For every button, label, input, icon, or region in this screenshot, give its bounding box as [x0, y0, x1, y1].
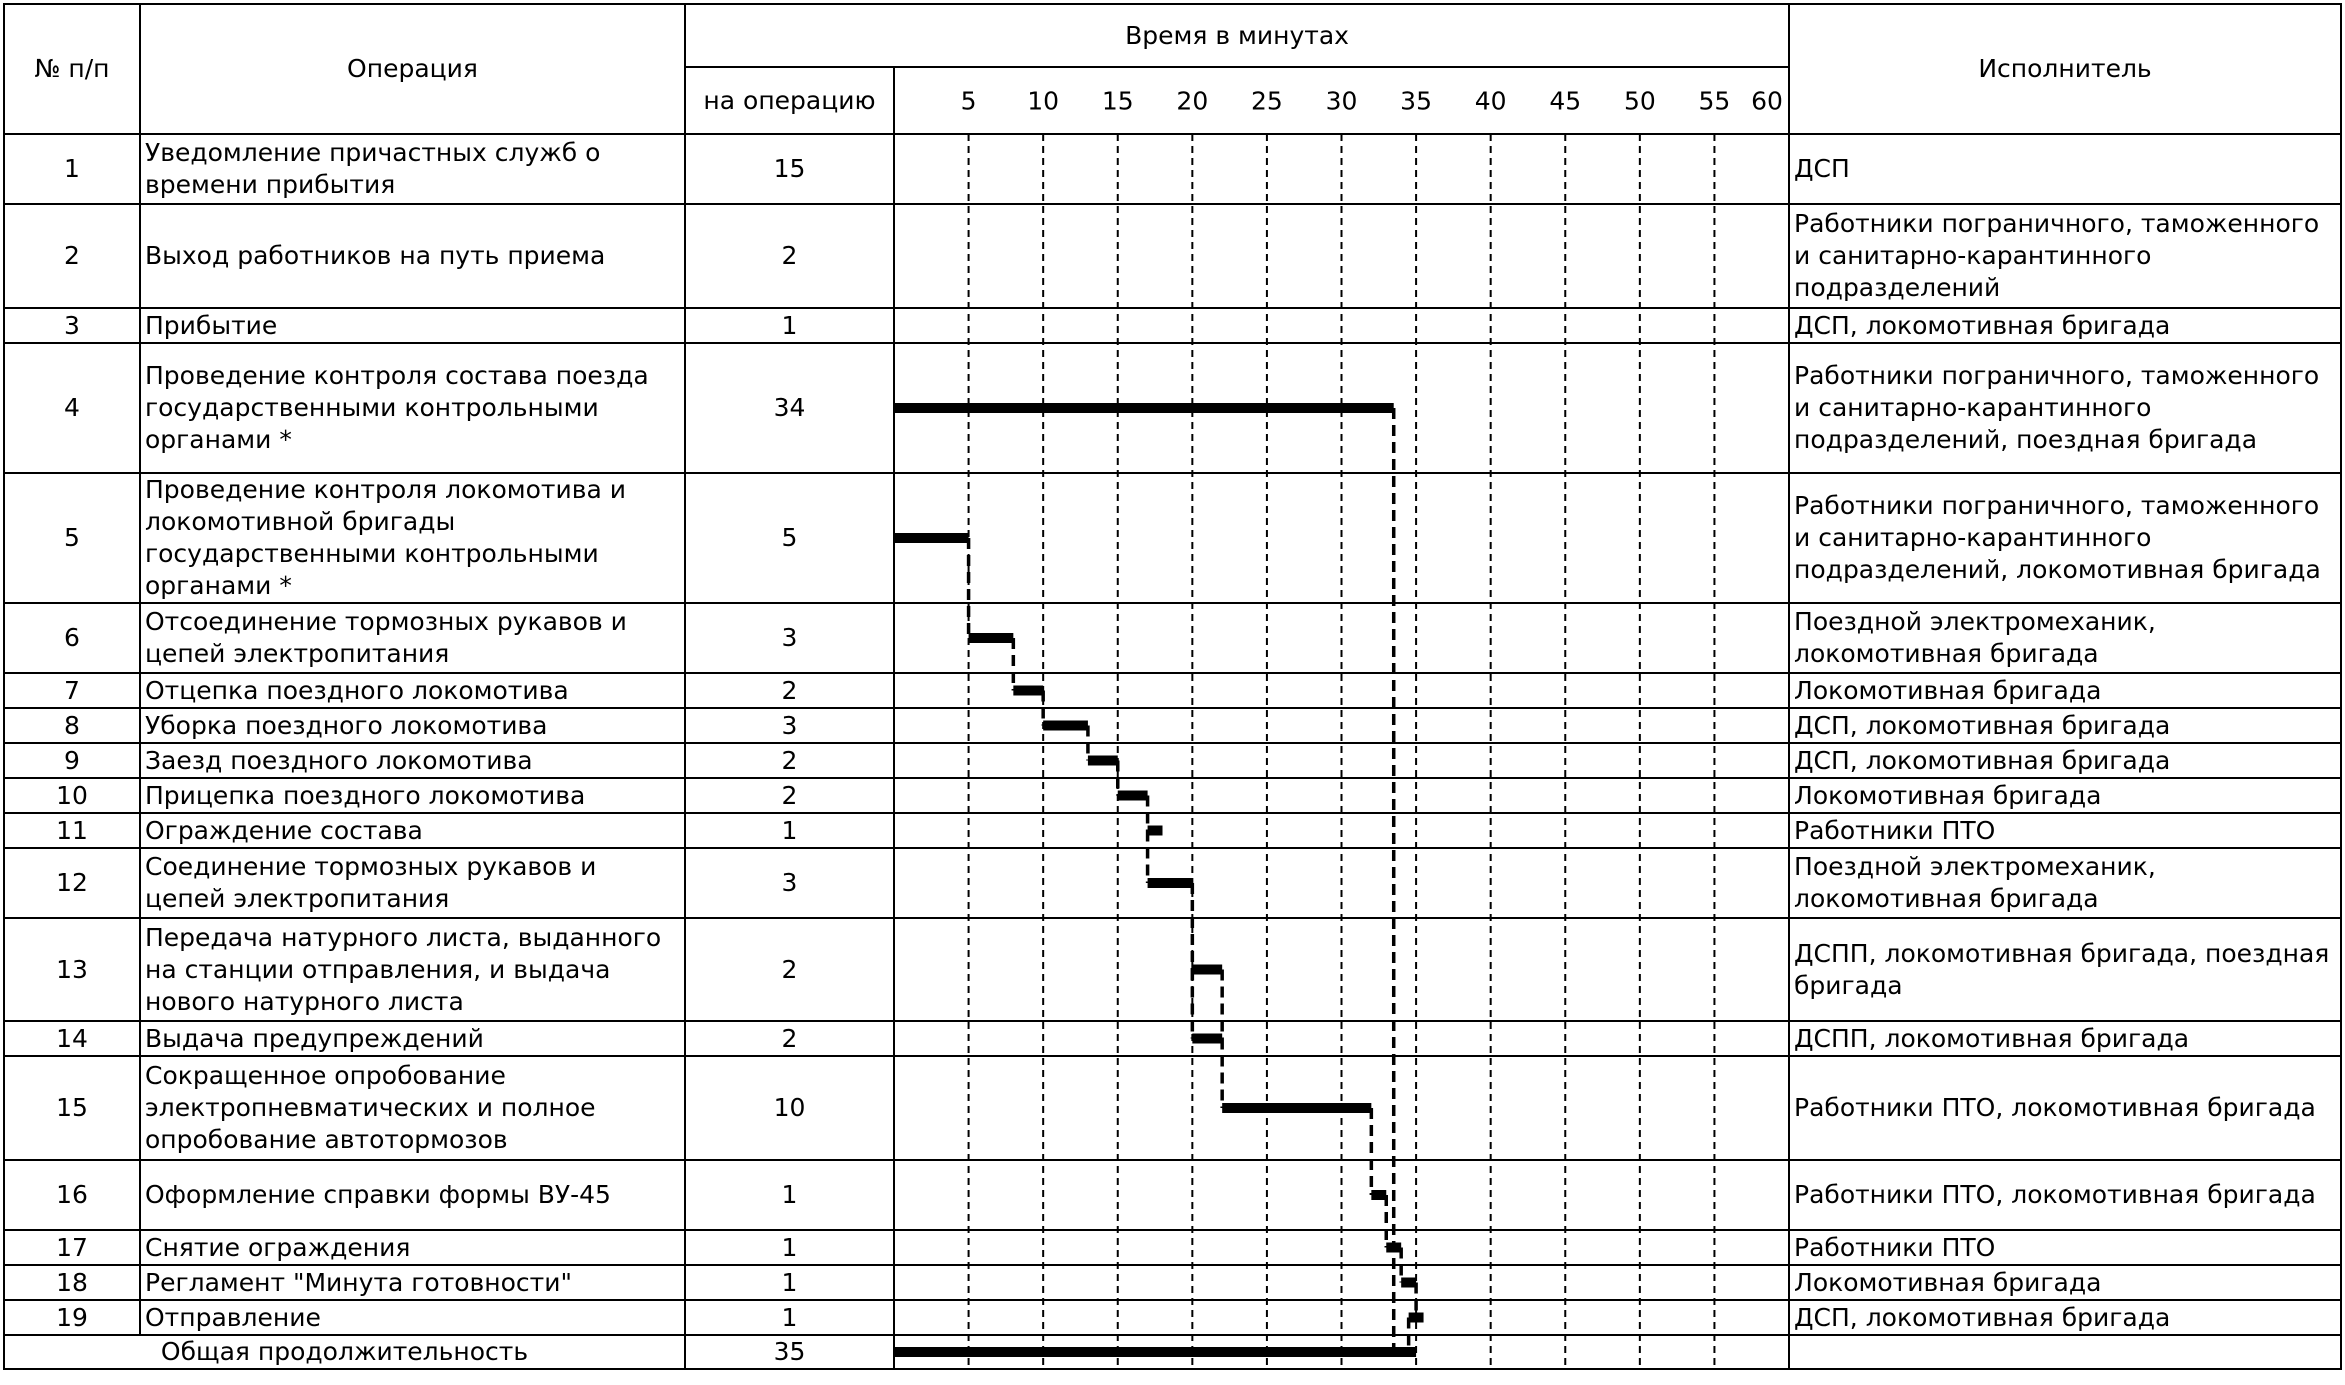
total-duration: 35: [685, 1335, 894, 1369]
row-duration: 5: [685, 473, 894, 603]
row-executor: Работники пограничного, таможенного и санитарно-карантинного подразделений, поездная бригада: [1789, 343, 2341, 473]
row-executor: Работники ПТО, локомотивная бригада: [1789, 1160, 2341, 1230]
table-row: [4, 848, 2341, 918]
timeline-cell: [894, 473, 1789, 603]
row-executor: ДСП, локомотивная бригада: [1789, 308, 2341, 343]
row-duration: 34: [685, 343, 894, 473]
timeline-cell: [894, 1160, 1789, 1230]
row-executor: Локомотивная бригада: [1789, 1265, 2341, 1300]
timeline-cell: [894, 848, 1789, 918]
table-row: [4, 473, 2341, 603]
table-row: [4, 708, 2341, 743]
row-num: 2: [4, 204, 140, 308]
timeline-cell: [894, 1230, 1789, 1265]
row-num: 19: [4, 1300, 140, 1335]
row-num: 18: [4, 1265, 140, 1300]
table-row: [4, 1160, 2341, 1230]
row-num: 5: [4, 473, 140, 603]
x-tick-label: 55: [1698, 86, 1731, 116]
row-num: 4: [4, 343, 140, 473]
table-row: [4, 1230, 2341, 1265]
row-num: 8: [4, 708, 140, 743]
timeline-cell: [894, 204, 1789, 308]
row-duration: 1: [685, 1265, 894, 1300]
row-duration: 3: [685, 708, 894, 743]
timeline-cell: [894, 1300, 1789, 1335]
row-num: 14: [4, 1021, 140, 1056]
row-num: 3: [4, 308, 140, 343]
row-operation: Ограждение состава: [140, 813, 685, 848]
x-tick-label: 25: [1251, 86, 1283, 116]
row-num: 9: [4, 743, 140, 778]
row-executor: Работники пограничного, таможенного и санитарно-карантинного подразделений: [1789, 204, 2341, 308]
timeline-cell: [894, 813, 1789, 848]
row-executor: Локомотивная бригада: [1789, 673, 2341, 708]
row-executor: Поездной электромеханик, локомотивная бригада: [1789, 603, 2341, 673]
row-operation: Проведение контроля локомотива и локомотивной бригады государственными контрольными органами *: [140, 473, 685, 603]
timeline-cell: [894, 343, 1789, 473]
row-executor: Локомотивная бригада: [1789, 778, 2341, 813]
row-duration: 2: [685, 778, 894, 813]
row-num: 10: [4, 778, 140, 813]
row-operation: Выдача предупреждений: [140, 1021, 685, 1056]
row-num: 7: [4, 673, 140, 708]
row-operation: Уведомление причастных служб о времени прибытия: [140, 134, 685, 204]
row-duration: 2: [685, 918, 894, 1021]
row-num: 12: [4, 848, 140, 918]
row-operation: Снятие ограждения: [140, 1230, 685, 1265]
row-duration: 10: [685, 1056, 894, 1160]
row-operation: Прицепка поездного локомотива: [140, 778, 685, 813]
row-executor: Работники ПТО: [1789, 1230, 2341, 1265]
timeline-cell: [894, 134, 1789, 204]
row-operation: Выход работников на путь приема: [140, 204, 685, 308]
x-tick-label: 35: [1400, 86, 1432, 116]
row-operation: Отцепка поездного локомотива: [140, 673, 685, 708]
row-duration: 3: [685, 848, 894, 918]
row-operation: Сокращенное опробование электропневматических и полное опробование автотормозов: [140, 1056, 685, 1160]
table-row: [4, 673, 2341, 708]
row-duration: 1: [685, 1300, 894, 1335]
total-label: Общая продолжительность: [4, 1335, 685, 1369]
row-operation: Проведение контроля состава поезда государственными контрольными органами *: [140, 343, 685, 473]
table-row: [4, 918, 2341, 1021]
row-num: 13: [4, 918, 140, 1021]
gantt-rows: [4, 134, 2341, 1335]
table-row: [4, 1021, 2341, 1056]
table-row: [4, 1300, 2341, 1335]
row-operation: Передача натурного листа, выданного на станции отправления, и выдача нового натурного листа: [140, 918, 685, 1021]
timeline-cell: [894, 918, 1789, 1021]
table-row: [4, 1265, 2341, 1300]
row-duration: 1: [685, 308, 894, 343]
table-row: [4, 134, 2341, 204]
x-tick-label: 50: [1623, 86, 1656, 116]
timeline-cell: [894, 1021, 1789, 1056]
row-operation: Заезд поездного локомотива: [140, 743, 685, 778]
timeline-cell: [894, 708, 1789, 743]
table-row: [4, 308, 2341, 343]
row-operation: Отсоединение тормозных рукавов и цепей электропитания: [140, 603, 685, 673]
row-duration: 3: [685, 603, 894, 673]
row-executor: ДСП: [1789, 134, 2341, 204]
table-row: [4, 204, 2341, 308]
row-executor: ДСПП, локомотивная бригада: [1789, 1021, 2341, 1056]
timeline-cell: [894, 1056, 1789, 1160]
timeline-cell-total: [894, 1335, 1789, 1369]
row-num: 17: [4, 1230, 140, 1265]
header-num: № п/п: [4, 4, 140, 134]
row-num: 1: [4, 134, 140, 204]
row-executor: Работники пограничного, таможенного и санитарно-карантинного подразделений, локомотивная бригада: [1789, 473, 2341, 603]
x-tick-label: 20: [1176, 86, 1209, 116]
table-row: [4, 1056, 2341, 1160]
row-executor: Поездной электромеханик, локомотивная бригада: [1789, 848, 2341, 918]
row-num: 15: [4, 1056, 140, 1160]
row-duration: 1: [685, 1230, 894, 1265]
row-executor: ДСП, локомотивная бригада: [1789, 708, 2341, 743]
timeline-cell: [894, 778, 1789, 813]
header-time-group: Время в минутах: [685, 4, 1789, 67]
x-tick-label: 5: [960, 86, 977, 116]
row-duration: 2: [685, 743, 894, 778]
row-executor: ДСПП, локомотивная бригада, поездная бригада: [1789, 918, 2341, 1021]
row-executor: Работники ПТО, локомотивная бригада: [1789, 1056, 2341, 1160]
row-operation: Прибытие: [140, 308, 685, 343]
header-executor: Исполнитель: [1789, 4, 2341, 134]
row-duration: 1: [685, 813, 894, 848]
row-num: 16: [4, 1160, 140, 1230]
row-operation: Соединение тормозных рукавов и цепей электропитания: [140, 848, 685, 918]
total-row: [4, 1335, 2341, 1369]
header-operation: Операция: [140, 4, 685, 134]
row-operation: Регламент "Минута готовности": [140, 1265, 685, 1300]
table-row: [4, 813, 2341, 848]
x-tick-label: 60: [1751, 86, 1783, 116]
x-tick-label: 30: [1325, 86, 1358, 116]
x-tick-label: 15: [1101, 86, 1134, 116]
header-duration: на операцию: [685, 67, 894, 134]
row-duration: 2: [685, 1021, 894, 1056]
row-executor: ДСП, локомотивная бригада: [1789, 743, 2341, 778]
x-tick-label: 40: [1474, 86, 1507, 116]
row-operation: Отправление: [140, 1300, 685, 1335]
timeline-cell: [894, 308, 1789, 343]
row-num: 11: [4, 813, 140, 848]
row-duration: 1: [685, 1160, 894, 1230]
x-tick-label: 45: [1549, 86, 1582, 116]
table-row: [4, 603, 2341, 673]
total-executor: [1789, 1335, 2341, 1369]
x-tick-label: 10: [1027, 86, 1060, 116]
row-duration: 2: [685, 204, 894, 308]
table-row: [4, 778, 2341, 813]
row-duration: 15: [685, 134, 894, 204]
timeline-cell: [894, 1265, 1789, 1300]
header-tick-area: [894, 67, 1789, 134]
timeline-cell: [894, 743, 1789, 778]
row-operation: Оформление справки формы ВУ-45: [140, 1160, 685, 1230]
gantt-table: [3, 3, 2342, 1370]
timeline-cell: [894, 673, 1789, 708]
timeline-cell: [894, 603, 1789, 673]
row-num: 6: [4, 603, 140, 673]
table-row: [4, 743, 2341, 778]
row-duration: 2: [685, 673, 894, 708]
row-executor: Работники ПТО: [1789, 813, 2341, 848]
table-row: [4, 343, 2341, 473]
row-executor: ДСП, локомотивная бригада: [1789, 1300, 2341, 1335]
row-operation: Уборка поездного локомотива: [140, 708, 685, 743]
